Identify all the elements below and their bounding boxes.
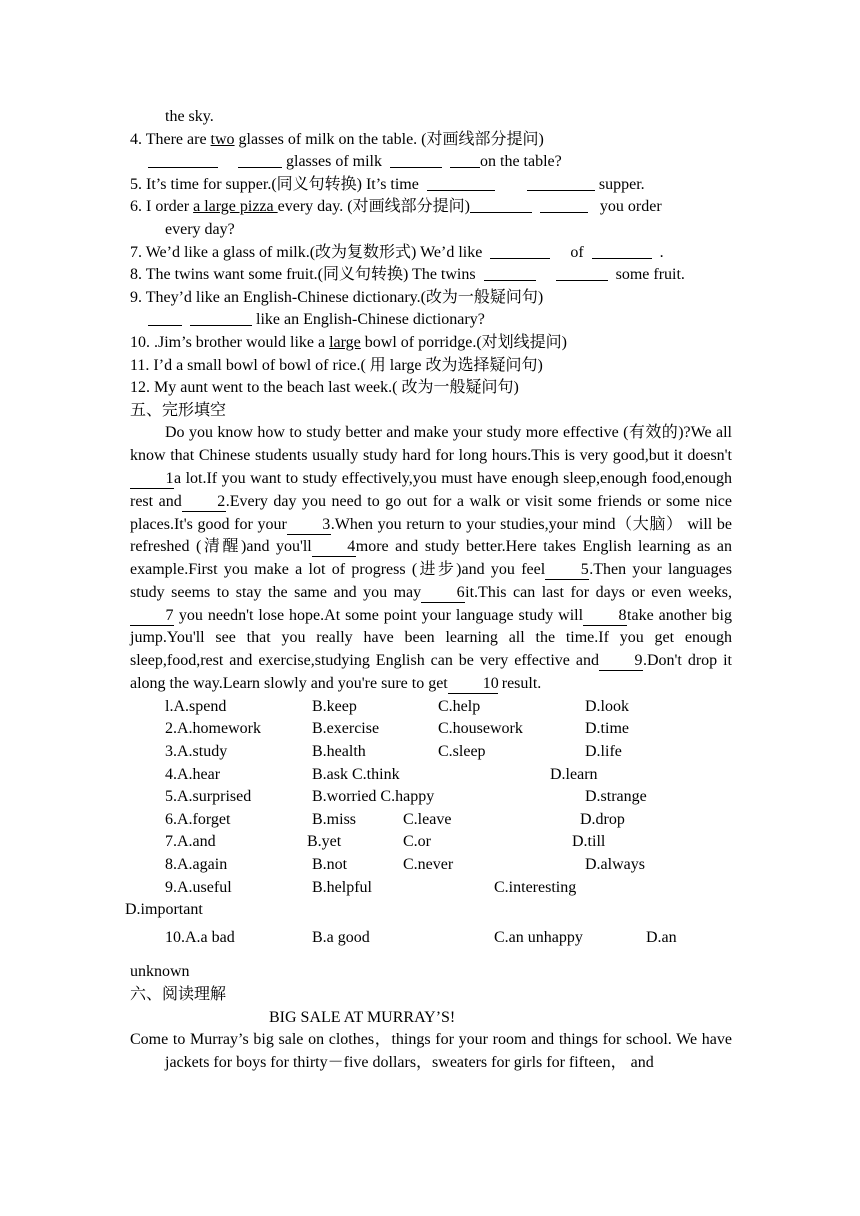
question-11: 11. I’d a small bowl of bowl of rice.( 用 large 改为选择疑问句) <box>130 356 543 374</box>
cloze-options <box>95 696 732 950</box>
option-6-1[interactable]: 6.A.forget <box>165 810 231 828</box>
question-5: 5. It’s time for supper.(同义句转换) It’s time supper. <box>130 175 645 193</box>
option-5-2[interactable]: B.worried C.happy <box>312 788 435 806</box>
option-6-2[interactable]: B.miss <box>312 810 357 828</box>
option-9-2[interactable]: B.helpful <box>312 878 372 896</box>
option-10-4[interactable]: D.an <box>646 928 677 946</box>
line-the-sky: the sky. <box>165 108 214 125</box>
option-5-3[interactable]: D.strange <box>585 788 647 806</box>
cloze-blank-3[interactable]: 3 <box>287 516 331 535</box>
answer-blank[interactable] <box>556 265 608 281</box>
answer-blank[interactable] <box>490 243 550 259</box>
document-page <box>125 106 732 1074</box>
answer-blank[interactable] <box>148 310 182 326</box>
option-1-3[interactable]: C.help <box>438 697 481 715</box>
answer-blank[interactable] <box>540 197 588 213</box>
option-7-2[interactable]: B.yet <box>307 833 342 851</box>
answer-blank[interactable] <box>484 265 536 281</box>
option-row-2 <box>130 718 732 741</box>
cloze-blank-7[interactable]: 7 <box>130 607 174 626</box>
passage-text: result. <box>497 675 542 693</box>
option-1-2[interactable]: B.keep <box>312 697 357 715</box>
option-1-1[interactable]: l.A.spend <box>165 697 227 715</box>
option-2-4[interactable]: D.time <box>585 720 629 738</box>
cloze-passage <box>130 422 732 696</box>
passage-text: you needn't lose hope.At some point your language study will <box>174 606 584 624</box>
answer-blank[interactable] <box>427 175 495 191</box>
option-10-1[interactable]: 10.A.a bad <box>165 928 235 946</box>
cloze-blank-6[interactable]: 6 <box>421 584 465 603</box>
cloze-blank-1[interactable]: 1 <box>130 470 174 489</box>
answer-blank[interactable] <box>238 152 282 168</box>
option-3-4[interactable]: D.life <box>585 743 622 761</box>
option-4-3[interactable]: D.learn <box>550 765 598 783</box>
option-row-1 <box>130 696 732 719</box>
passage-text: .Every day you need to go out for a walk or visit some friends or some nice places.It's good for your <box>130 492 732 533</box>
option-6-3[interactable]: C.leave <box>403 810 452 828</box>
option-7-3[interactable]: C.or <box>403 833 431 851</box>
option-7-1[interactable]: 7.A.and <box>165 833 216 851</box>
option-8-2[interactable]: B.not <box>312 856 348 874</box>
option-2-2[interactable]: B.exercise <box>312 720 380 738</box>
option-5-1[interactable]: 5.A.surprised <box>165 788 252 806</box>
option-8-1[interactable]: 8.A.again <box>165 856 228 874</box>
option-8-4[interactable]: D.always <box>585 856 645 874</box>
question-10: 10. .Jim’s brother would like a large bowl of porridge.(对划线提问) <box>130 333 567 351</box>
option-6-4[interactable]: D.drop <box>580 810 625 828</box>
question-9: 9. They’d like an English-Chinese dictionary.(改为一般疑问句) <box>130 288 544 306</box>
passage-text: it.This can last for days or even weeks, <box>465 583 732 601</box>
passage-text: Do you know how to study better and make your study more effective (有效的)?We all know that Chinese students usually study hard for long hours.This is very good,but it doesn't <box>130 424 732 465</box>
question-6: 6. I order a large pizza every day. (对画线部分提问) you order <box>130 198 662 216</box>
option-9-1[interactable]: 9.A.useful <box>165 878 232 896</box>
reading-title: BIG SALE AT MURRAY’S! <box>269 1008 456 1026</box>
question-4: 4. There are two glasses of milk on the table. (对画线部分提问) <box>130 130 544 148</box>
cloze-blank-10[interactable]: 10 <box>448 675 498 694</box>
option-9-3[interactable]: C.interesting <box>494 878 577 896</box>
answer-blank[interactable] <box>470 197 532 213</box>
passage-text: .Then your languages study seems to stay the same and you may <box>130 561 732 601</box>
question-7: 7. We’d like a glass of milk.(改为复数形式) We’d like of . <box>130 243 664 261</box>
passage-text: more and study better.Here takes English learning as an example.First you make a lot of progress (进步)and you feel <box>130 538 732 579</box>
option-row-6 <box>130 809 732 832</box>
answer-blank[interactable] <box>390 152 442 168</box>
option-10-3[interactable]: C.an unhappy <box>494 928 583 946</box>
cloze-blank-2[interactable]: 2 <box>182 493 226 512</box>
section-5-heading: 五、完形填空 <box>130 401 227 419</box>
cloze-blank-5[interactable]: 5 <box>545 561 589 580</box>
question-8: 8. The twins want some fruit.(同义句转换) The twins some fruit. <box>130 266 685 284</box>
question-9-answer-line: like an English-Chinese dictionary? <box>130 309 732 332</box>
option-2-3[interactable]: C.housework <box>438 720 523 738</box>
underlined-a-large-pizza: a large pizza <box>193 198 278 216</box>
section-6-heading: 六、阅读理解 <box>130 986 227 1003</box>
answer-blank[interactable] <box>592 243 652 259</box>
question-4-answer-line: glasses of milk on the table? <box>130 151 732 174</box>
option-row-10 <box>130 927 732 950</box>
answer-blank[interactable] <box>450 152 480 168</box>
option-2-1[interactable]: 2.A.homework <box>165 720 261 738</box>
option-4-1[interactable]: 4.A.hear <box>165 765 221 783</box>
cloze-blank-9[interactable]: 9 <box>599 652 643 671</box>
answer-blank[interactable] <box>148 152 218 168</box>
option-row-9 <box>130 877 732 900</box>
answer-blank[interactable] <box>527 175 595 191</box>
underlined-two: two <box>210 130 235 148</box>
cloze-blank-8[interactable]: 8 <box>583 607 627 626</box>
option-row-4 <box>130 764 732 787</box>
reading-paragraph: Come to Murray’s big sale on clothes，things for your room and things for school. We have jackets for boys for thirty－five dollars，sweaters for girls for fifteen， and <box>130 1031 732 1071</box>
question-12: 12. My aunt went to the beach last week.( 改为一般疑问句) <box>130 379 519 397</box>
option-3-3[interactable]: C.sleep <box>438 743 486 761</box>
option-row-5 <box>130 786 732 809</box>
option-row-8 <box>130 854 732 877</box>
option-3-1[interactable]: 3.A.study <box>165 743 228 761</box>
passage-text: .When you return to your studies,your mind（大脑） will be refreshed (清醒)and you'll <box>130 515 732 556</box>
passage-text: a lot.If you want to study effectively,you must have enough sleep,enough food,enough rest and <box>130 469 732 510</box>
option-8-3[interactable]: C.never <box>403 856 454 874</box>
cloze-blank-4[interactable]: 4 <box>312 538 356 557</box>
option-7-4[interactable]: D.till <box>572 833 606 851</box>
passage-text: .Don't drop it along the way.Learn slowly and you're sure to get <box>130 652 732 693</box>
option-9-4[interactable]: D.important <box>125 901 203 919</box>
option-row-3 <box>130 741 732 764</box>
option-row-7 <box>130 831 732 854</box>
option-3-2[interactable]: B.health <box>312 743 366 761</box>
answer-blank[interactable] <box>190 310 252 326</box>
option-10-continued: unknown <box>130 963 190 981</box>
option-10-2[interactable]: B.a good <box>312 928 370 946</box>
question-6-continued: every day? <box>165 220 235 238</box>
underlined-large: large <box>329 333 361 351</box>
option-1-4[interactable]: D.look <box>585 697 629 715</box>
option-4-2[interactable]: B.ask C.think <box>312 765 400 783</box>
passage-text: take another big jump.You'll see that you really have been learning all the time.If you get enough sleep,food,rest and exercise,studying English can be very effective and <box>130 606 732 670</box>
